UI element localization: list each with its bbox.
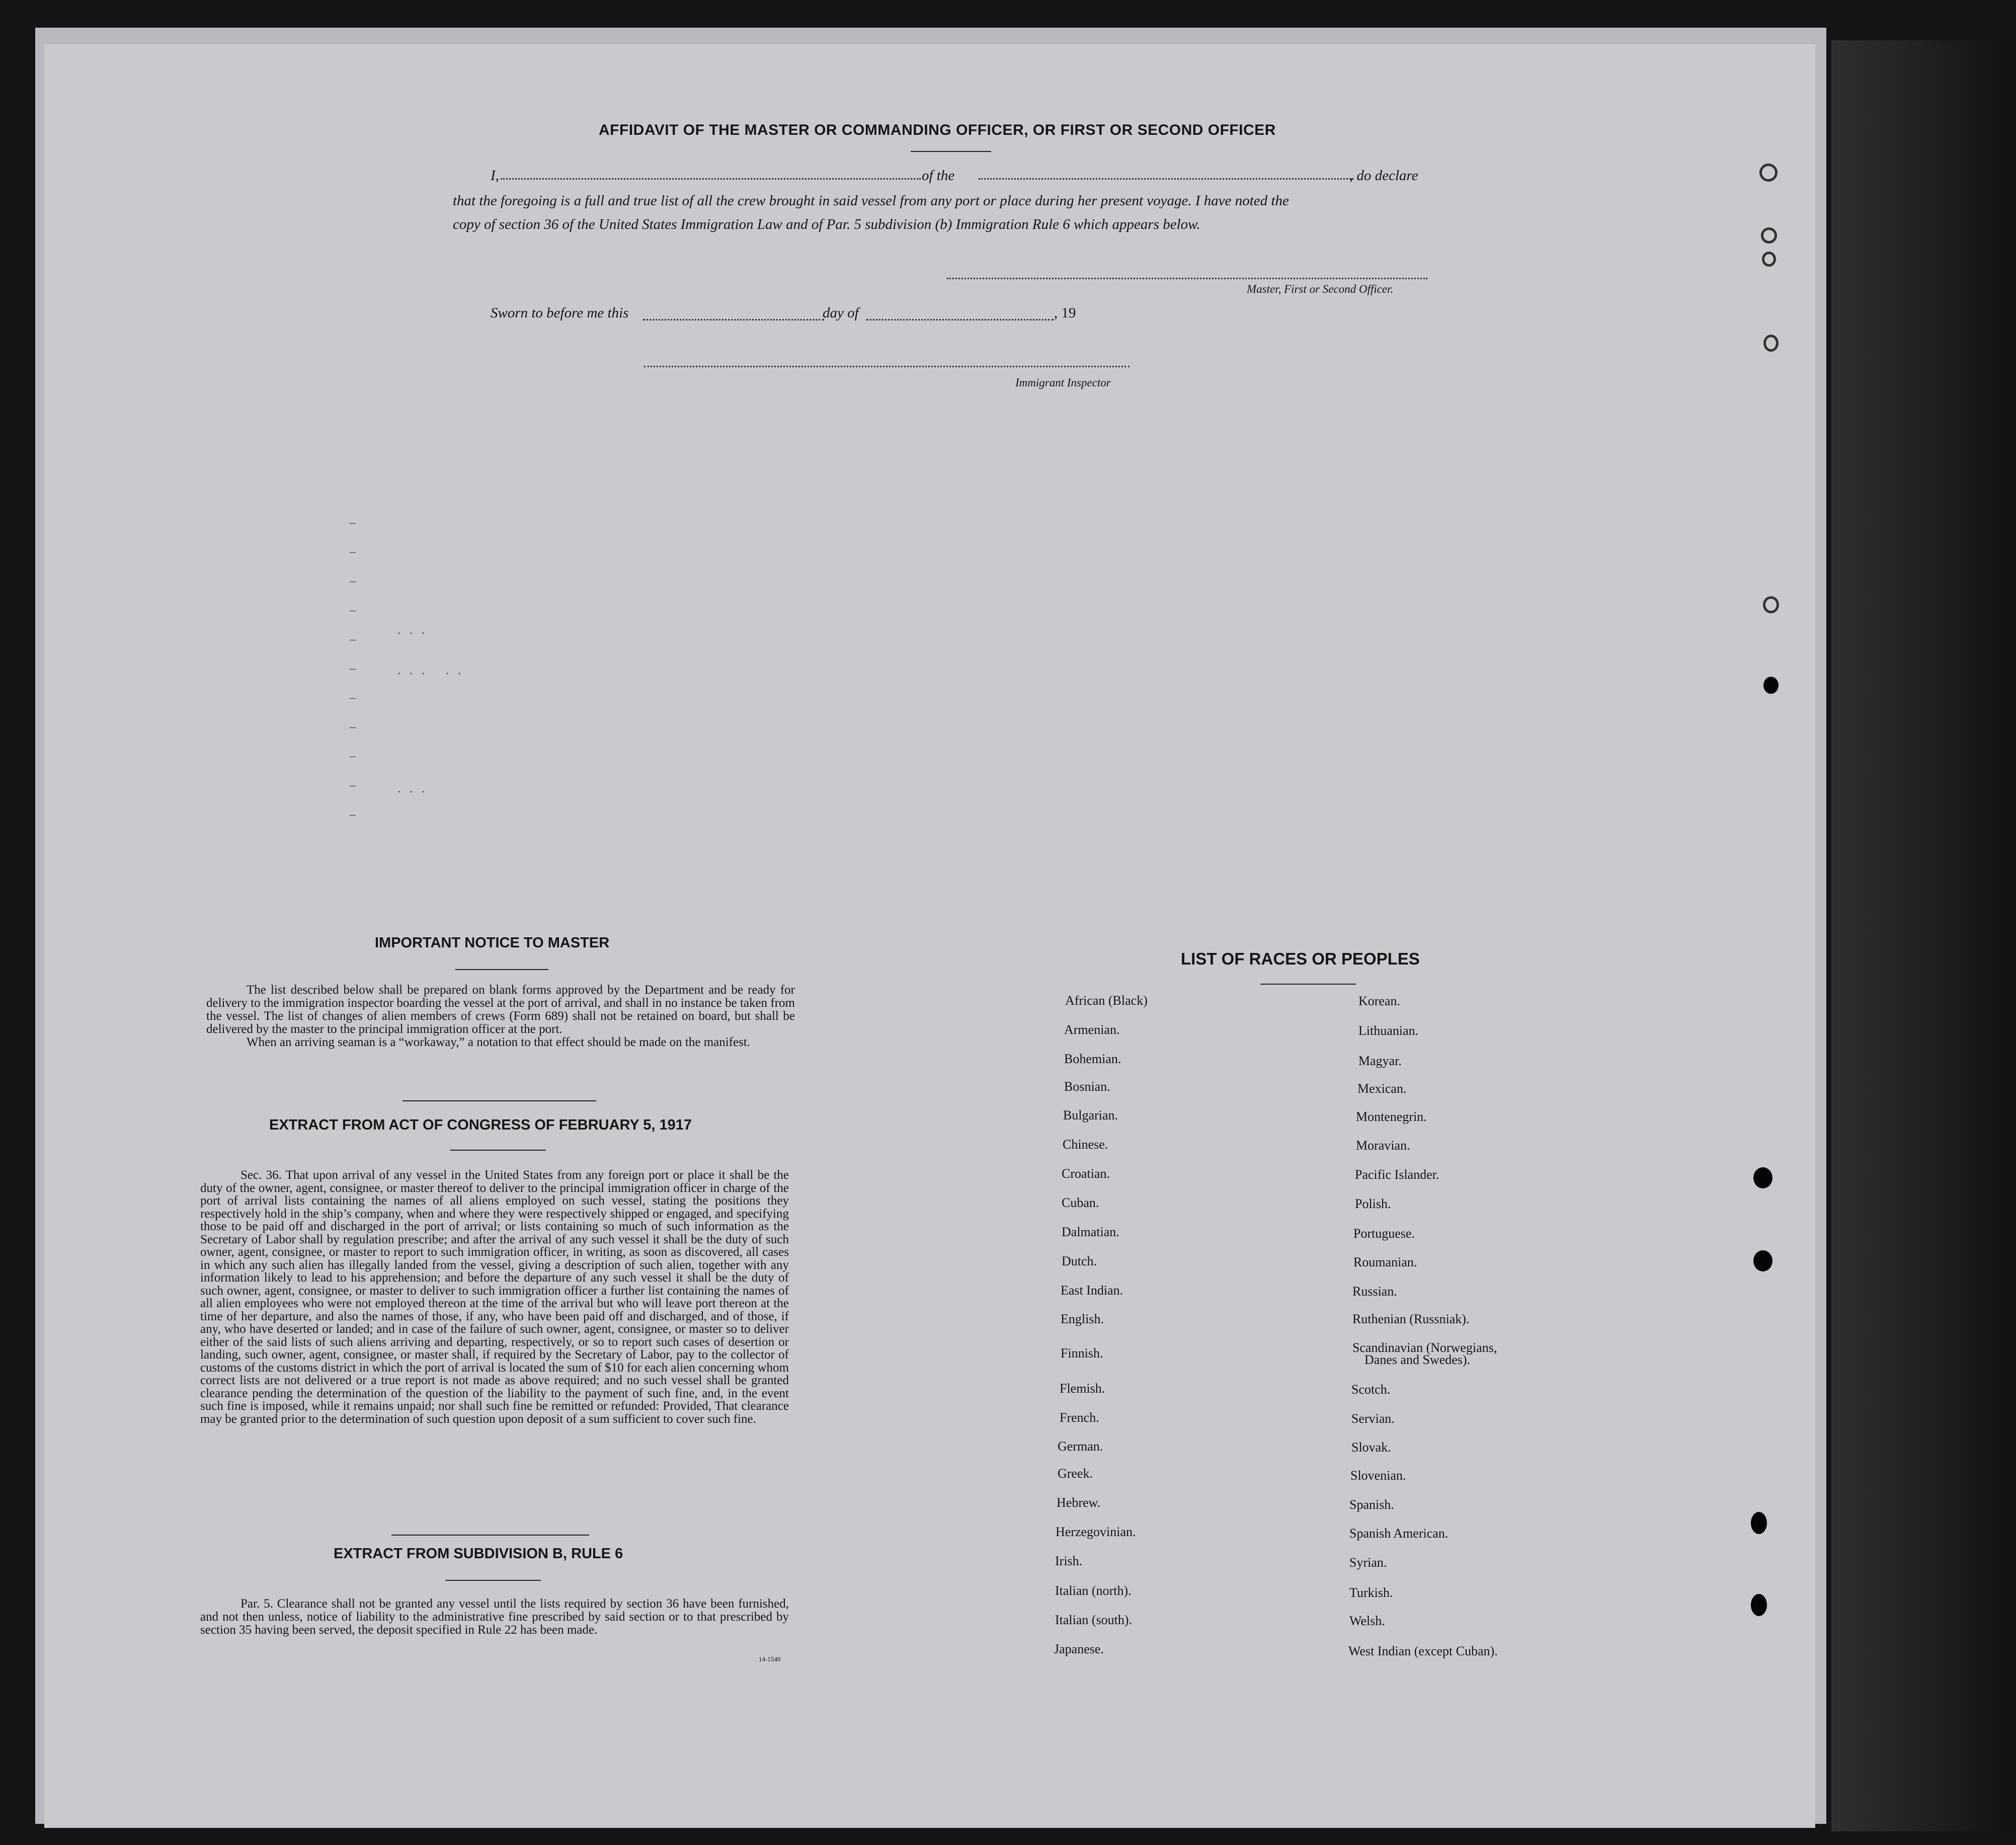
punch-hole — [1751, 1512, 1767, 1534]
race-item: Russian. — [1352, 1284, 1397, 1299]
day-of-label: day of — [823, 305, 859, 321]
race-item: Scotch. — [1351, 1382, 1391, 1397]
affidavit-title: AFFIDAVIT OF THE MASTER OR COMMANDING OFFICER, OR FIRST OR SECOND OFFICER — [599, 122, 1276, 138]
race-item: Armenian. — [1064, 1022, 1120, 1037]
races-underline — [1260, 984, 1356, 985]
sworn-label: Sworn to before me this — [491, 305, 629, 321]
notice-body — [206, 984, 795, 1049]
race-item: Dutch. — [1062, 1254, 1097, 1268]
notice-title: IMPORTANT NOTICE TO MASTER — [375, 935, 610, 951]
race-item: Syrian. — [1349, 1555, 1387, 1570]
section-divider — [402, 1100, 596, 1101]
punch-hole — [1753, 1167, 1772, 1188]
affiant-label: I, — [491, 168, 499, 184]
race-item: Italian (south). — [1055, 1613, 1133, 1627]
extract-act-body: Sec. 36. That upon arrival of any vessel in the United States from any foreign port or place it shall be the duty of the owner, agent, consignee, or master thereof to deliver to the principal immigration officer in charge of the port of arrival lists containing the names of all aliens employed on such vessel, stating the positions they respectively hold in the ship’s company, when and where they were respectively shipped or engaged, and specifying those to be paid off and discharged in the port of arrival; or lists containing so much of such information as the Secretary of Labor shall by regulation prescribe; and after the arrival of any such vessel it shall be the duty of such owner, agent, consignee, or master to report to such immigration officer, in writing, as soon as discovered, all cases in which any such alien has illegally landed from the vessel, giving a description of such alien, together with any information likely to lead to his apprehension; and before the departure of any such vessel it shall be the duty of such owner, agent, consignee, or master to deliver to such immigration officer a further list containing the names of all alien employees who were not employed thereon at the time of the arrival but who will leave port thereon at the time of her departure, and also the names of those, if any, who have been paid off and discharged, and of those, if any, who have deserted or landed; and in case of the failure of such owner, agent, consignee, or master so to deliver either of the said lists of such aliens arriving and departing, respectively, or so to report such cases of desertion or landing, such owner, agent, consignee, or master shall, if required by the Secretary of Labor, pay to the collector of customs of the customs district in which the port of arrival is located the sum of $10 for each alien concerning whom correct lists are not delivered or a true report is not made as above required; and no such vessel shall be granted clearance pending the determination of the question of the liability to the payment of such fine, and, in the event such fine is imposed, while it remains unpaid; nor shall such fine be remitted or refunded: Provided, That clearance may be granted prior to the determination of such question upon deposit of a sum sufficient to cover such fine. — [200, 1168, 789, 1426]
race-item: Spanish. — [1349, 1497, 1394, 1512]
notice-underline — [455, 969, 548, 970]
race-item: Dalmatian. — [1062, 1225, 1119, 1239]
extract-rule-underline — [445, 1580, 541, 1581]
section-divider — [391, 1535, 589, 1536]
race-item: Irish. — [1055, 1554, 1083, 1568]
race-item: Spanish American. — [1349, 1526, 1448, 1541]
punch-hole — [1763, 596, 1779, 613]
extract-rule-body: Par. 5. Clearance shall not be granted any vessel until the lists required by section 36 have been furnished, and not then unless, notice of liability to the administrative fine prescribed by said section or to that prescribed by section 35 having been served, the deposit specified in Rule 22 has been made. — [200, 1597, 789, 1637]
race-item-continuation: Danes and Swedes). — [1364, 1352, 1471, 1367]
sworn-day-line — [643, 319, 824, 320]
race-item: Japanese. — [1054, 1642, 1104, 1656]
race-item: Montenegrin. — [1356, 1109, 1427, 1124]
race-item: Scandinavian (Norwegians, — [1352, 1340, 1497, 1355]
sworn-month-line — [866, 319, 1054, 320]
race-item: Roumanian. — [1353, 1255, 1417, 1269]
race-item: Chinese. — [1063, 1137, 1108, 1152]
race-item: Ruthenian (Russniak). — [1352, 1312, 1470, 1326]
extract-act-underline — [450, 1150, 546, 1151]
binding-strip — [1831, 40, 2016, 1831]
race-item: Lithuanian. — [1358, 1023, 1419, 1038]
race-item: Bosnian. — [1064, 1079, 1110, 1094]
notice-paragraph: The list described below shall be prepared on blank forms approved by the Department and be ready for delivery to the immigration inspector boarding the vessel at the port of arrival, and shall in no instance be taken from the vessel. The list of changes of alien members of crews (Form 689) shall not be retained on board, but shall be delivered by the master to the principal immigration officer at the port. — [206, 983, 795, 1036]
form-number: 14-1540 — [759, 1655, 781, 1663]
race-item: Slovenian. — [1350, 1468, 1406, 1483]
notice-paragraph-2: When an arriving seaman is a “workaway,” a notation to that effect should be made on the manifest. — [247, 1035, 751, 1049]
inspector-signature-line — [644, 366, 1130, 367]
race-item: Cuban. — [1062, 1195, 1099, 1210]
race-item: Portuguese. — [1353, 1226, 1415, 1241]
race-item: Italian (north). — [1055, 1583, 1132, 1598]
race-item: Turkish. — [1349, 1585, 1393, 1600]
race-item: Croatian. — [1062, 1166, 1110, 1181]
race-item: Slovak. — [1351, 1440, 1391, 1455]
race-item: German. — [1058, 1439, 1103, 1454]
race-item: Polish. — [1355, 1196, 1391, 1211]
punch-hole — [1763, 677, 1779, 694]
margin-dashes: – – – – – – – – – – – — [350, 516, 356, 821]
punch-hole — [1751, 1594, 1767, 1616]
margin-dots: ... — [397, 782, 434, 795]
race-item: Mexican. — [1357, 1081, 1407, 1096]
punch-hole — [1763, 335, 1779, 352]
race-item: Herzegovinian. — [1056, 1525, 1136, 1539]
punch-hole — [1761, 227, 1777, 244]
master-signature-line — [947, 278, 1427, 279]
punch-hole — [1762, 252, 1776, 267]
margin-dots: ... — [397, 624, 434, 637]
margin-dots: ... .. — [397, 664, 470, 677]
punch-hole — [1759, 164, 1778, 182]
race-item: English. — [1061, 1312, 1104, 1326]
race-item: West Indian (except Cuban). — [1348, 1644, 1498, 1658]
race-item: Bohemian. — [1064, 1052, 1121, 1066]
race-item: Welsh. — [1349, 1614, 1385, 1628]
race-item: Korean. — [1358, 994, 1401, 1008]
extract-act-title: EXTRACT FROM ACT OF CONGRESS OF FEBRUARY 5, 1917 — [269, 1117, 692, 1133]
affiant-name-line — [501, 178, 921, 180]
inspector-label: Immigrant Inspector — [1015, 376, 1111, 389]
race-item: Hebrew. — [1057, 1495, 1101, 1510]
vessel-name-line — [979, 178, 1353, 180]
race-item: East Indian. — [1061, 1283, 1123, 1298]
race-item: Finnish. — [1061, 1346, 1103, 1360]
race-item: African (Black) — [1065, 993, 1148, 1008]
race-item: French. — [1060, 1410, 1099, 1425]
master-signature-label: Master, First or Second Officer. — [1247, 283, 1394, 295]
document-page — [44, 44, 1815, 1828]
punch-hole — [1753, 1250, 1772, 1271]
race-item: Bulgarian. — [1063, 1108, 1118, 1122]
race-item: Greek. — [1058, 1466, 1093, 1481]
race-item: Pacific Islander. — [1355, 1167, 1439, 1182]
race-item: Magyar. — [1358, 1054, 1402, 1068]
extract-rule-title: EXTRACT FROM SUBDIVISION B, RULE 6 — [334, 1546, 623, 1562]
of-the-label: of the — [922, 168, 955, 184]
races-title: LIST OF RACES OR PEOPLES — [1181, 949, 1420, 968]
race-item: Flemish. — [1060, 1381, 1105, 1396]
affidavit-line-2: copy of section 36 of the United States Immigration Law and of Par. 5 subdivision (b) Immigration Rule 6 which appears below. — [453, 216, 1200, 232]
title-underline — [911, 151, 991, 152]
race-item: Servian. — [1351, 1411, 1395, 1426]
do-declare-label: , do declare — [1349, 168, 1418, 184]
race-item: Moravian. — [1356, 1138, 1410, 1153]
affidavit-line-1: that the foregoing is a full and true list of all the crew brought in said vessel from any port or place during her present voyage. I have noted the — [453, 193, 1289, 209]
year-label: , 19 — [1054, 305, 1076, 321]
